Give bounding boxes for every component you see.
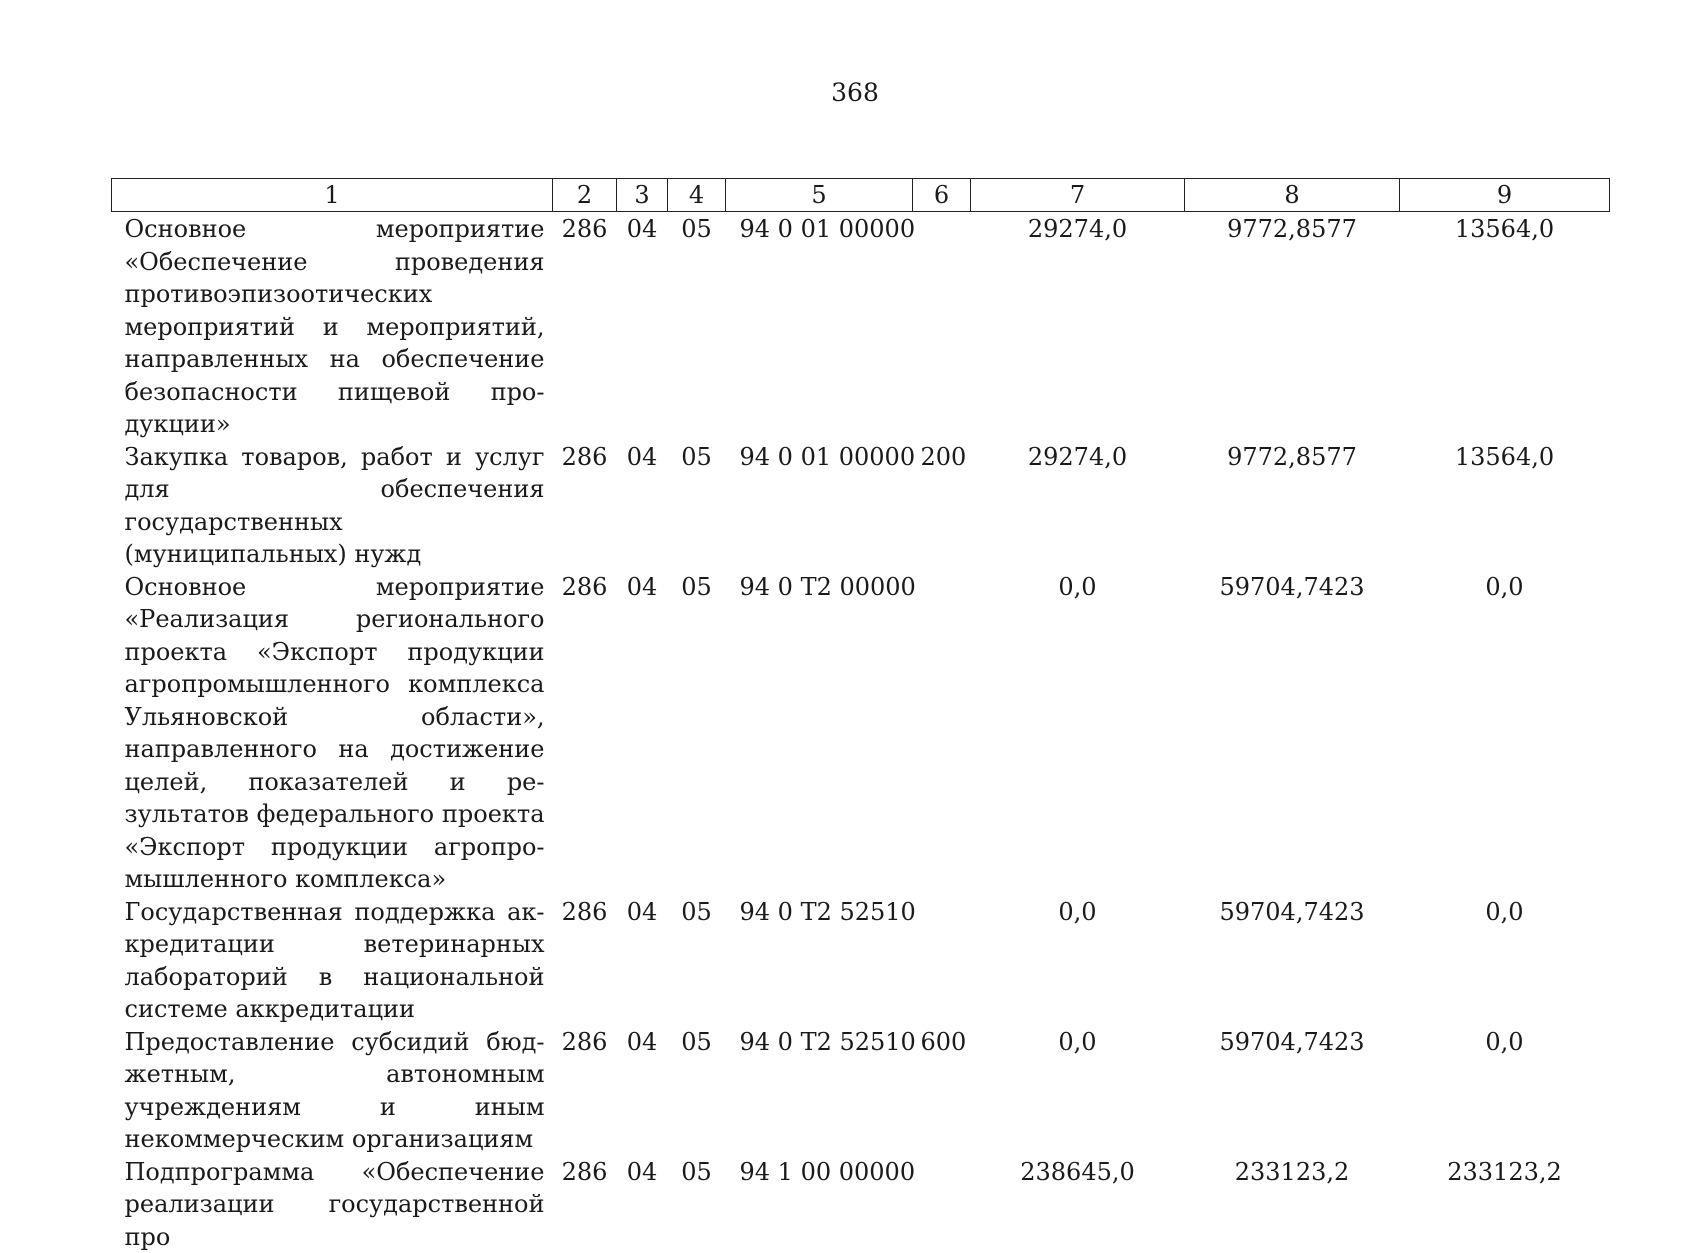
row-section: 04 — [617, 571, 668, 896]
row-value-7: 29274,0 — [971, 441, 1185, 571]
row-section: 04 — [617, 896, 668, 1026]
row-subsection: 05 — [668, 1026, 726, 1156]
header-cell-4: 4 — [668, 179, 726, 212]
header-row — [112, 179, 1610, 212]
row-grbs: 286 — [553, 1026, 617, 1156]
row-expense-type — [913, 896, 971, 1026]
row-value-8: 59704,7423 — [1185, 896, 1400, 1026]
row-target-article: 94 1 00 00000 — [726, 1156, 913, 1253]
row-grbs: 286 — [553, 212, 617, 441]
row-section: 04 — [617, 1026, 668, 1156]
table-row — [112, 212, 1610, 441]
row-grbs: 286 — [553, 571, 617, 896]
row-subsection: 05 — [668, 441, 726, 571]
row-section: 04 — [617, 441, 668, 571]
row-expense-type — [913, 571, 971, 896]
row-target-article: 94 0 T2 00000 — [726, 571, 913, 896]
row-value-9: 13564,0 — [1400, 441, 1610, 571]
row-expense-type — [913, 212, 971, 441]
row-target-article: 94 0 T2 52510 — [726, 896, 913, 1026]
row-value-9: 233123,2 — [1400, 1156, 1610, 1253]
row-value-7: 0,0 — [971, 1026, 1185, 1156]
row-grbs: 286 — [553, 1156, 617, 1253]
row-section: 04 — [617, 1156, 668, 1253]
row-subsection: 05 — [668, 896, 726, 1026]
row-name: Подпрограмма «Обеспечение реализации государственной про — [112, 1156, 553, 1253]
row-expense-type — [913, 1156, 971, 1253]
row-value-8: 59704,7423 — [1185, 571, 1400, 896]
budget-table — [111, 178, 1610, 1253]
page-number: 368 — [0, 78, 1698, 107]
table-row — [112, 571, 1610, 896]
row-section: 04 — [617, 212, 668, 441]
row-grbs: 286 — [553, 441, 617, 571]
header-cell-3: 3 — [617, 179, 668, 212]
header-cell-2: 2 — [553, 179, 617, 212]
row-value-9: 0,0 — [1400, 571, 1610, 896]
row-subsection: 05 — [668, 1156, 726, 1253]
header-cell-1: 1 — [112, 179, 553, 212]
row-value-7: 0,0 — [971, 571, 1185, 896]
row-target-article: 94 0 T2 52510 — [726, 1026, 913, 1156]
row-value-8: 233123,2 — [1185, 1156, 1400, 1253]
row-name: Закупка товаров, работ и услуг для обеспечения государственных (муниципальных) нужд — [112, 441, 553, 571]
row-grbs: 286 — [553, 896, 617, 1026]
header-cell-7: 7 — [971, 179, 1185, 212]
row-name: Предоставление субсидий бюджетным, автономным учреждениям и иным некоммерческим организациям — [112, 1026, 553, 1156]
header-cell-6: 6 — [913, 179, 971, 212]
table-row — [112, 1156, 1610, 1253]
row-expense-type: 200 — [913, 441, 971, 571]
table-row — [112, 1026, 1610, 1156]
row-subsection: 05 — [668, 212, 726, 441]
row-value-7: 29274,0 — [971, 212, 1185, 441]
row-value-7: 238645,0 — [971, 1156, 1185, 1253]
row-value-7: 0,0 — [971, 896, 1185, 1026]
row-target-article: 94 0 01 00000 — [726, 441, 913, 571]
row-name: Государственная поддержка аккредитации ветеринарных лабораторий в национальной системе аккредитации — [112, 896, 553, 1026]
row-value-9: 0,0 — [1400, 1026, 1610, 1156]
row-value-8: 9772,8577 — [1185, 441, 1400, 571]
row-name: Основное мероприятие «Реализация регионального проекта «Экспорт продукции агропромышленного комплекса Ульяновской области», направленного на достижение целей, показателей и результатов федерального проекта «Экспорт продукции агропромышленного комплекса» — [112, 571, 553, 896]
row-value-9: 13564,0 — [1400, 212, 1610, 441]
row-value-8: 59704,7423 — [1185, 1026, 1400, 1156]
header-cell-8: 8 — [1185, 179, 1400, 212]
row-subsection: 05 — [668, 571, 726, 896]
row-expense-type: 600 — [913, 1026, 971, 1156]
header-cell-5: 5 — [726, 179, 913, 212]
header-cell-9: 9 — [1400, 179, 1610, 212]
row-value-8: 9772,8577 — [1185, 212, 1400, 441]
row-name: Основное мероприятие «Обеспечение проведения противоэпизоотических мероприятий и мероприятий, направленных на обеспечение безопасности пищевой продукции» — [112, 212, 553, 441]
table-row — [112, 896, 1610, 1026]
table-row — [112, 441, 1610, 571]
row-value-9: 0,0 — [1400, 896, 1610, 1026]
row-target-article: 94 0 01 00000 — [726, 212, 913, 441]
